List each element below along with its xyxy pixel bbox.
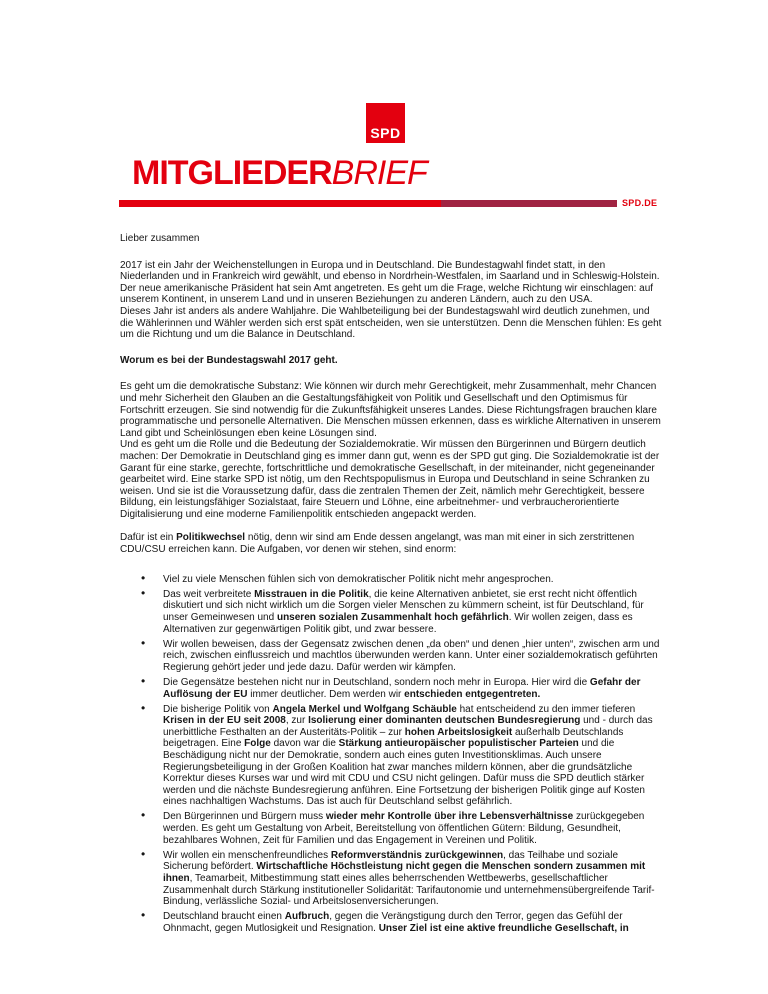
key-points-list	[120, 574, 663, 935]
letter-body	[120, 233, 663, 938]
paragraph-intro-1: 2017 ist ein Jahr der Weichenstellungen in Europa und in Deutschland. Die Bundestagwahl findet statt, in den Niederlanden und in Frankreich wird gewählt, und ebenso in Nordrhein-Westfalen, im Saarland und in Schleswig-Holstein. Der neue amerikanische Präsident hat sein Amt angetreten. Es geht um die Frage, welche Richtung wir einschlagen: auf unserem Kontinent, in unserem Land und in unseren Beziehungen zu anderen Ländern, auch zu den USA.	[120, 259, 660, 306]
paragraph-substance-1: Es geht um die demokratische Substanz: Wie können wir durch mehr Gerechtigkeit, mehr Zusammenhalt, mehr Chancen und mehr Sicherheit den Glauben an die Gestaltungsfähigkeit von Politik und Gesellschaft und den Optimismus für Fortschritt erzeugen. Sie sind notwendig für die Zukunftsfähigkeit unseres Landes. Diese Richtungsfragen brauchen klare programmatische und personelle Alternativen. Die Menschen müssen erkennen, dass es wirkliche Alternativen in unserem Land gibt und Scheinlösungen eben keine Lösungen sind.	[120, 381, 661, 439]
bullet-item: • Die bisherige Politik von Angela Merkel und Wolfgang Schäuble hat entscheidend zu den immer tieferen Krisen in der EU seit 2008, zur Isolierung einer dominanten deutschen Bundesregierung und - durch das unerbittliche Festhalten an der Austeritäts-Politik – zur hohen Arbeitslosigkeit außerhalb Deutschlands beigetragen. Eine Folge davon war die Stärkung antieuropäischer populistischer Parteien und die Beschädigung nicht nur der Demokratie, sondern auch eines guten Investitionsklimas. Auch unsere Regierungsbeteiligung in der Großen Koalition hat zwar manches mildern können, aber die grundsätzliche Korrektur dieses Kurses war und wird mit CDU und CSU nicht gelingen. Dafür muss die SPD deutlich stärker werden und die nächste Bundesregierung anführen. Eine Fortsetzung der bisherigen Politik ginge auf Kosten eines nachhaltigen Wachstums. Das ist auch für Deutschland selbst gefährlich.	[140, 704, 663, 808]
bullet-item: • Den Bürgerinnen und Bürgern muss wieder mehr Kontrolle über ihre Lebensverhältnisse zurückgegeben werden. Es geht um Gestaltung von Arbeit, Bereitstellung von öffentlichen Gütern: Bildung, Gesundheit, bezahlbares Wohnen, Zeit für Familien und das Engagement in Vereinen und Politik.	[140, 811, 663, 846]
paragraph-politikwechsel: Dafür ist ein Politikwechsel nötig, denn wir sind am Ende dessen angelangt, was man mit einer in sich zerstrittenen CDU/CSU erreichen kann. Die Aufgaben, vor denen wir stehen, sind enorm:	[120, 532, 635, 556]
paragraph-intro-2: Dieses Jahr ist anders als andere Wahljahre. Die Wahlbeteiligung bei der Bundestagswahl wird deutlich zunehmen, und die Wählerinnen und Wähler werden sich erst spät entscheiden, wen sie unterstützen. Denn die Menschen fühlen: Es geht um die Richtung und um die Balance in Deutschland.	[120, 305, 662, 341]
masthead-title	[132, 156, 427, 190]
bullet-item: • Das weit verbreitete Misstrauen in die Politik, die keine Alternativen anbietet, sie erst recht nicht öffentlich diskutiert und sich nicht wirklich um die Sorgen vieler Menschen zu kümmern scheint, ist für Deutschland, für unser Gemeinwesen und unseren sozialen Zusammenhalt hoch gefährlich. Wir wollen zeigen, dass es Alternativen zur gegenwärtigen Politik gibt, und zwar bessere.	[140, 589, 663, 635]
header-rule-secondary-segment	[441, 200, 617, 207]
bullet-item: • Die Gegensätze bestehen nicht nur in Deutschland, sondern noch mehr in Europa. Hier wird die Gefahr der Auflösung der EU immer deutlicher. Dem werden wir entschieden entgegentreten.	[140, 677, 663, 700]
salutation: Lieber zusammen	[120, 233, 200, 244]
masthead-bold-text: MITGLIEDER	[132, 154, 332, 192]
bullet-item: • Wir wollen beweisen, dass der Gegensatz zwischen denen „da oben“ und denen „hier unten“, zwischen arm und reich, zwischen einflussreich und machtlos überwunden werden kann. Unter einer sozialdemokratisch geführten Regierung gehört jeder und jede dazu. Dafür werden wir kämpfen.	[140, 639, 663, 674]
header-rule-primary-segment	[119, 200, 441, 207]
section-heading: Worum es bei der Bundestagswahl 2017 geht.	[120, 354, 338, 366]
header-rule	[119, 200, 617, 207]
site-label: SPD.DE	[622, 198, 658, 208]
spd-logo	[366, 103, 405, 143]
bullet-item: • Viel zu viele Menschen fühlen sich von demokratischer Politik nicht mehr angesprochen.	[140, 574, 663, 586]
bullet-item: • Wir wollen ein menschenfreundliches Reformverständnis zurückgewinnen, das Teilhabe und soziale Sicherung befördert. Wirtschaftliche Höchstleistung nicht gegen die Menschen sondern zusammen mit ihnen, Teamarbeit, Mitbestimmung statt eines alles beherrschenden Wettbewerbs, gesellschaftlicher Zusammenhalt durch Stärkung institutioneller Solidarität: Tarifautonomie und unternehmensübergreifende Tarif-Bindung, verlässliche Sozial- und Arbeitslosenversicherungen.	[140, 850, 663, 908]
spd-logo-text: SPD	[370, 125, 401, 141]
masthead-italic-text: BRIEF	[331, 154, 427, 192]
paragraph-substance-2: Und es geht um die Rolle und die Bedeutung der Sozialdemokratie. Wir müssen den Bürgerinnen und Bürgern deutlich machen: Der Demokratie in Deutschland ging es immer dann gut, wenn es der SPD gut ging. Die Sozialdemokratie ist der Garant für eine starke, gerechte, fortschrittliche und demokratische Gesellschaft, in der miteinander, nicht gegeneinander gearbeitet wird. Eine starke SPD ist nötig, um den Rechtspopulismus in Europa und Deutschland in seine Schranken zu weisen. Und sie ist die Voraussetzung dafür, dass die zentralen Themen der Zeit, nämlich mehr Gerechtigkeit, bessere Bildung, ein leistungsfähiger Sozialstaat, faire Steuern und Löhne, eine arbeitnehmer- und verbraucherorientierte Digitalisierung und eine moderne Familienpolitik entschieden angepackt werden.	[120, 439, 660, 520]
bullet-item: • Deutschland braucht einen Aufbruch, gegen die Verängstigung durch den Terror, gegen das Gefühl der Ohnmacht, gegen Mutlosigkeit und Resignation. Unser Ziel ist eine aktive freundliche Gesellschaft, in	[140, 911, 663, 934]
